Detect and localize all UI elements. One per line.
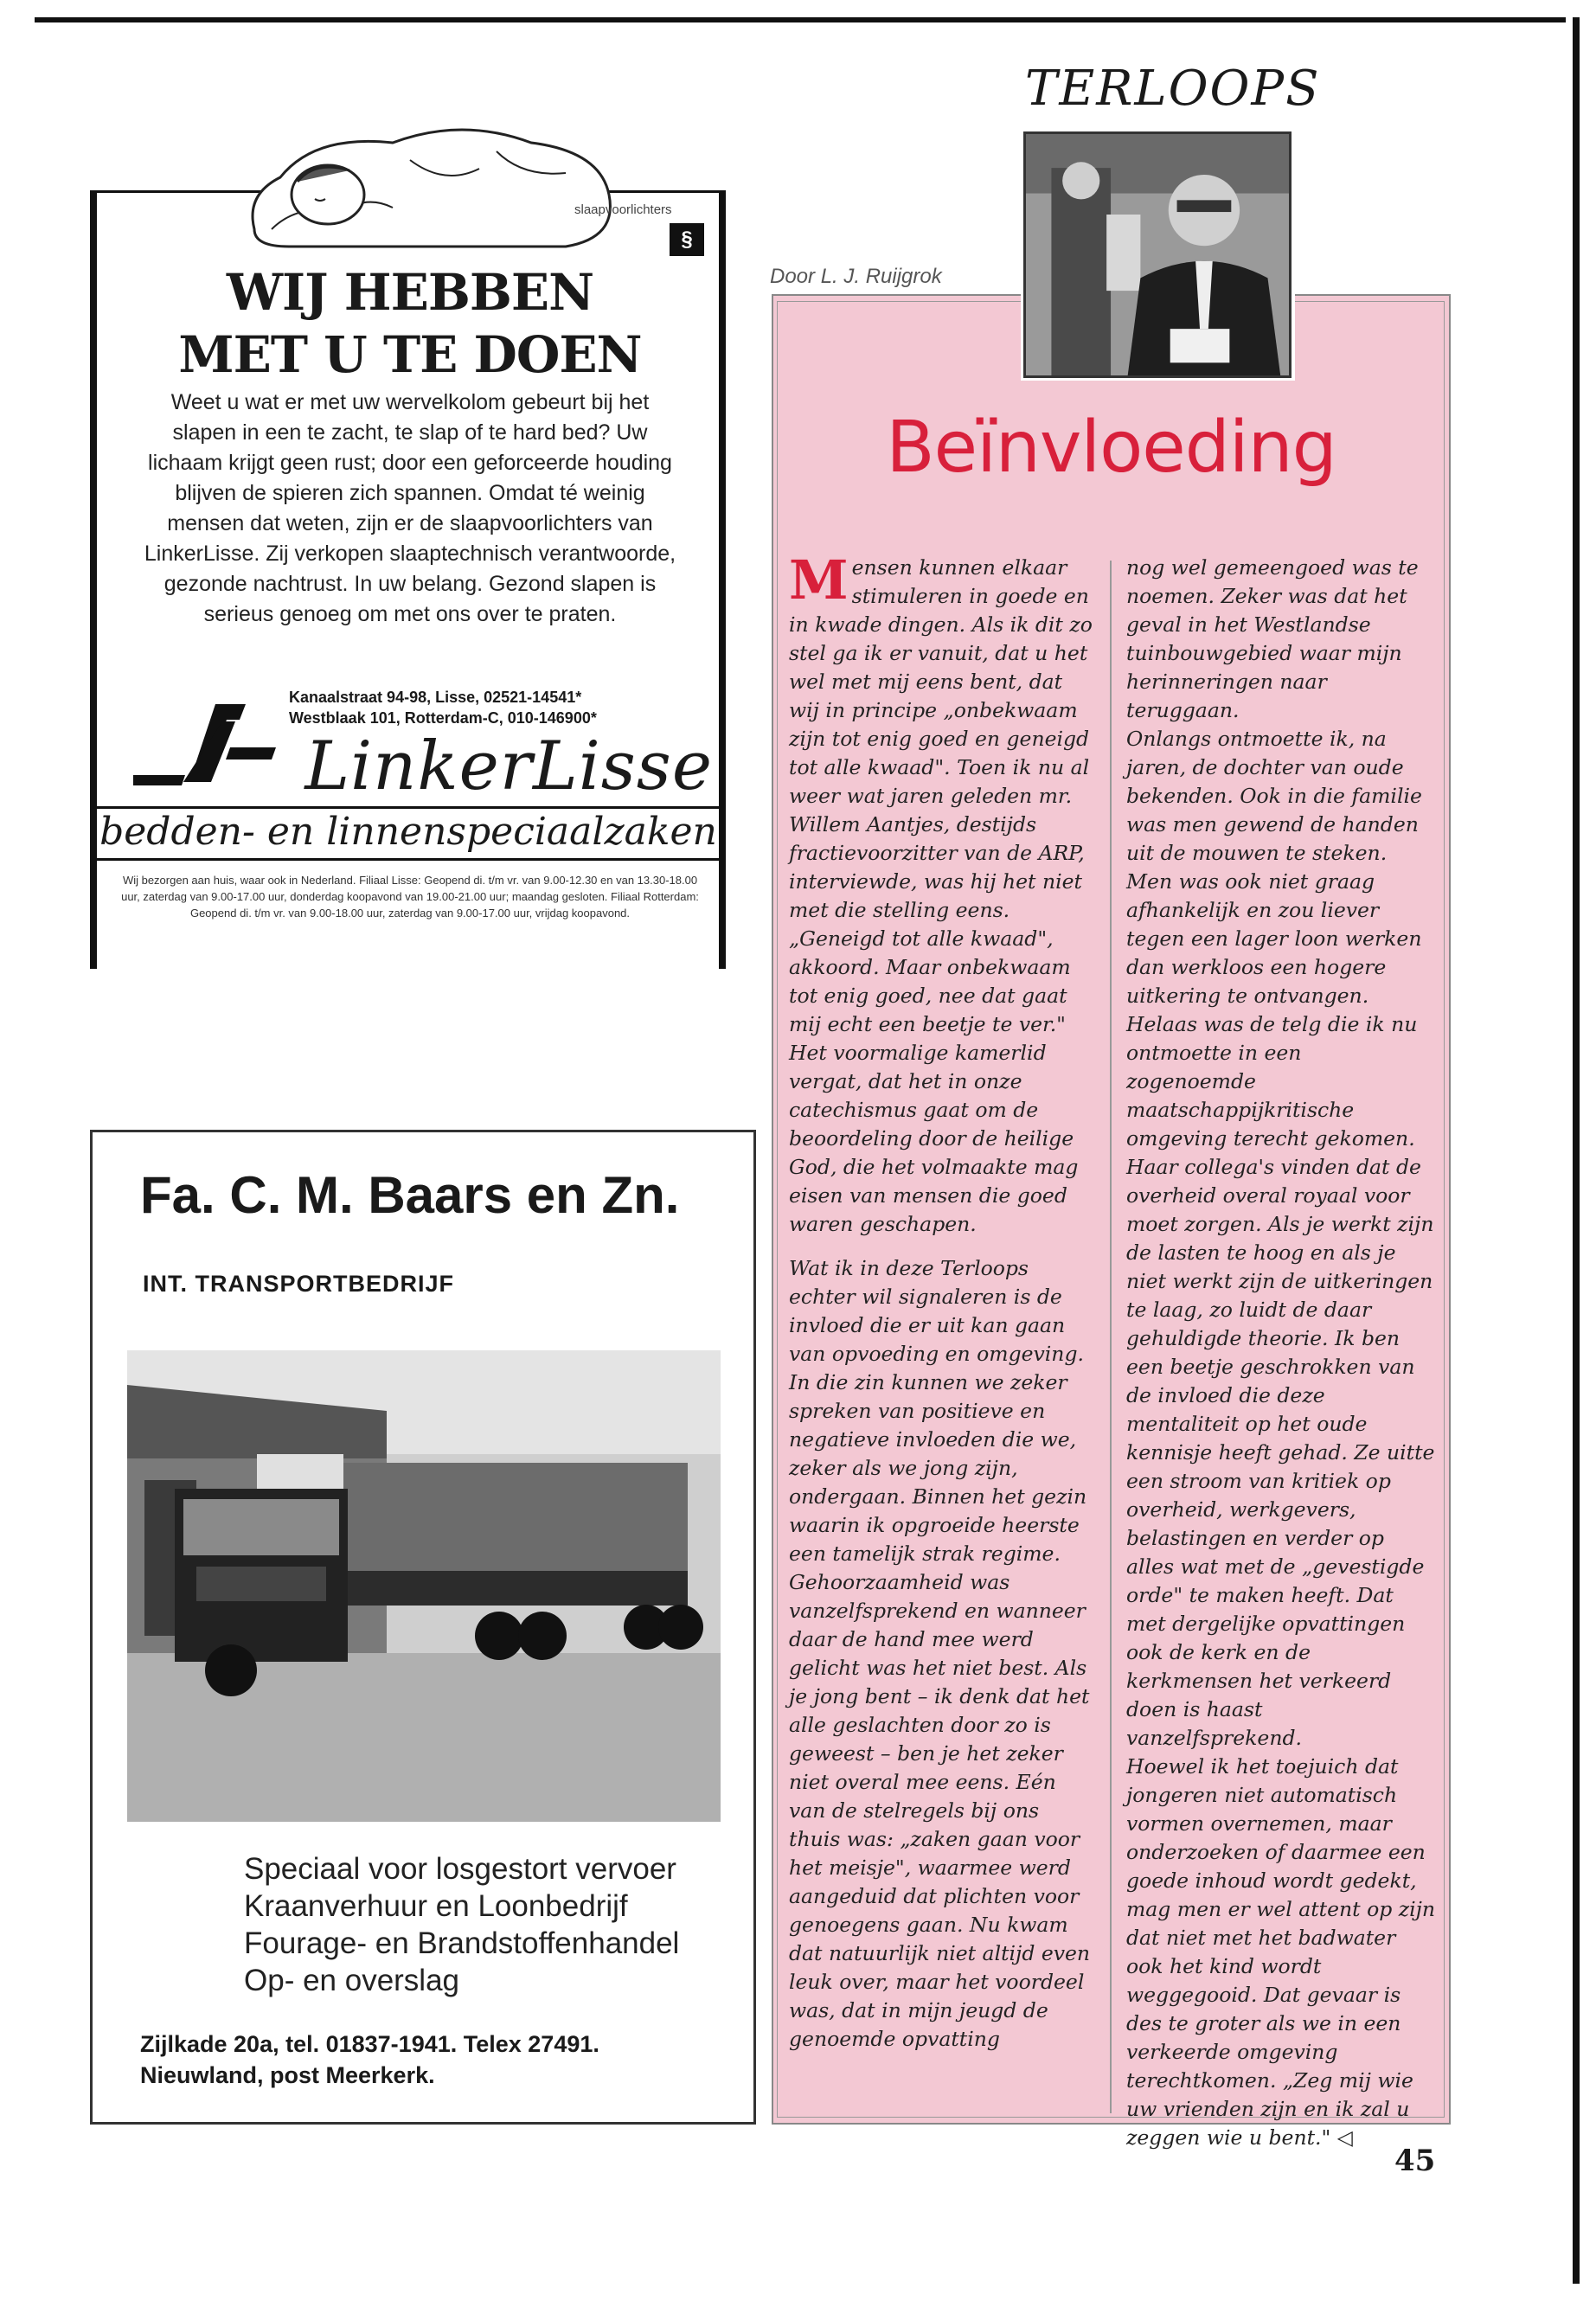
- address-rotterdam: Westblaak 101, Rotterdam-C, 010-146900*: [289, 709, 597, 727]
- drop-cap: M: [789, 548, 849, 612]
- column-rule: [1110, 561, 1112, 2113]
- ad-addresses: [289, 687, 687, 728]
- company-contact: [140, 2029, 599, 2091]
- opening-hours: Wij bezorgen aan huis, waar ook in Nederland. Filiaal Lisse: Geopend di. t/m vr. van 9.00-12.30 en van 13.30-18.00 uur, zaterdag van 9.00-17.00 uur, donderdag koopavond van 19.00-21.00 uur; maandag gesloten. Filiaal Rotterdam: Geopend di. t/m vr. van 9.00-18.00 uur, zaterdag van 9.00-17.00 uur, vrijdag koopavond.: [121, 874, 699, 920]
- service-item: Op- en overslag: [244, 1964, 460, 1997]
- page-edge-right: [1573, 17, 1580, 2284]
- company-subtitle: INT. TRANSPORTBEDRIJF: [143, 1271, 455, 1297]
- ad-left-rule: [90, 190, 97, 969]
- services-list: [244, 1850, 679, 1999]
- article-column-1: [789, 548, 1096, 2054]
- paragraph-text: ensen kunnen elkaar stimuleren in goede en in kwade dingen. Als ik dit zo stel ga ik er vanuit, dat u het wel met mij eens bent, dat wij in principe „onbekwaam zijn tot enig goed en geneigd tot alle kwaad". Toen ik nu al weer wat jaren geleden mr. Willem Aantjes, destijds fractievoorzitter van de ARP, interviewde, was hij het niet met die stelling eens. „Geneigd tot alle kwaad", akkoord. Maar onbekwaam tot enig goed, nee dat gaat mij echt een beetje te ver." Het voormalige kamerlid vergat, dat het in onze catechismus gaat om de beoordeling door de heilige God, die het volmaakte mag eisen van mensen die goed waren geschapen.: [789, 555, 1093, 1236]
- contact-line-2: Nieuwland, post Meerkerk.: [140, 2062, 435, 2088]
- tagline-rule: [97, 858, 720, 861]
- service-item: Kraanverhuur en Loonbedrijf: [244, 1889, 628, 1923]
- page-number: 45: [1394, 2144, 1436, 2178]
- contact-line-1: Zijlkade 20a, tel. 01837-1941. Telex 27491.: [140, 2031, 599, 2057]
- company-name: Fa. C. M. Baars en Zn.: [140, 1166, 680, 1224]
- article-title: Beïnvloeding: [886, 407, 1336, 489]
- paragraph: [789, 548, 1096, 1239]
- byline: Door L. J. Ruijgrok: [770, 265, 942, 288]
- paragraph: Hoewel ik het toejuich dat jongeren niet automatisch vormen overnemen, maar onderzoeken of daarmee een goede inhoud wordt gedekt, mag men er wel attent op zijn dat niet met het badwater ook het kind wordt weggegooid. Dat gevaar is des te groter als we in een verkeerde omgeving terechtkomen. „Zeg mij wie uw vrienden zijn en ik zal u zeggen wie u bent." ◁: [1126, 1754, 1436, 2150]
- paragraph: Onlangs ontmoette ik, na jaren, de dochter van oude bekenden. Ook in die familie was men gewend de handen uit de mouwen te steken. Men was ook niet graag afhankelijk en zou liever tegen een lager loon werken dan werkloos een hogere uitkering te ontvangen. Helaas was de telg die ik nu ontmoette in een zogenoemde maatschappijkritische omgeving terecht gekomen. Haar collega's vinden dat de overheid overal royaal voor moet zorgen. Als je werkt zijn de lasten te hoog en als je niet werkt zijn de uitkeringen te laag, zo luidt de daar gehuldigde theorie. Ik ben een beetje geschrokken van de invloed die deze mentaliteit op het oude kennisje heeft gehad. Ze uitte een stroom van kritiek op overheid, werkgevers, belastingen en verder op alles wat met de „gevestigde orde" te maken heeft. Dat met dergelijke opvattingen ook de kerk en de kerkmensen het verkeerd doen is haast vanzelfsprekend.: [1126, 727, 1435, 1750]
- brand-name: LinkerLisse: [304, 727, 713, 805]
- headline-line-1: WIJ HEBBEN: [226, 263, 594, 322]
- article-column-2: [1126, 554, 1436, 2152]
- paragraph: nog wel gemeengoed was te noemen. Zeker was dat het geval in het Westlandse tuinbouwgebied waar mijn herinneringen naar teruggaan.: [1126, 555, 1419, 722]
- ad-body-text: Weet u wat er met uw wervelkolom gebeurt bij het slapen in een te zacht, te slap of te hard bed? Uw lichaam krijgt geen rust; door een geforceerde houding blijven de spieren zich spannen. Omdat té weinig mensen dat weten, zijn er de slaapvoorlichters van LinkerLisse. Zij verkopen slaaptechnisch verantwoorde, gezonde nachtrust. In uw belang. Gezond slapen is serieus genoeg om met ons over te praten.: [144, 390, 676, 626]
- sleeping-person-illustration: [220, 99, 626, 260]
- ad-right-rule: [719, 190, 726, 969]
- linker-lisse-logo-icon: [133, 687, 280, 791]
- service-item: Speciaal voor losgestort vervoer: [244, 1852, 676, 1886]
- service-item: Fourage- en Brandstoffenhandel: [244, 1926, 680, 1960]
- baars-ad: [90, 1130, 756, 2125]
- ad-tag: slaapvoorlichters: [574, 202, 672, 217]
- address-lisse: Kanaalstraat 94-98, Lisse, 02521-14541*: [289, 689, 582, 706]
- brand-tagline: bedden- en linnenspeciaalzaken: [99, 810, 717, 854]
- truck-photo: [127, 1350, 721, 1822]
- linker-lisse-ad: [90, 190, 726, 969]
- headline-line-2: MET U TE DOEN: [178, 325, 642, 384]
- ll-small-logo-icon: §: [670, 223, 704, 256]
- section-title: TERLOOPS: [1025, 61, 1321, 117]
- page-edge-top: [35, 17, 1566, 22]
- paragraph: Wat ik in deze Terloops echter wil signaleren is de invloed die er uit kan gaan van opvoeding en omgeving. In die zin kunnen we zeker spreken van positieve en negatieve invloeden die we, zeker als we jong zijn, ondergaan. Binnen het gezin waarin ik opgroeide heerste een tamelijk strak regime. Gehoorzaamheid was vanzelfsprekend en wanneer daar de hand mee werd gelicht was het niet best. Als je jong bent – ik denk dat het alle geslachten door zo is geweest – ben je het zeker niet overal mee eens. Eén van de stelregels bij ons thuis was: „zaken gaan voor het meisje", waarmee werd aangeduid dat plichten voor genoegens gaan. Nu kwam dat natuurlijk niet altijd even leuk over, maar het voordeel was, dat in mijn jeugd de genoemde opvatting: [789, 1256, 1091, 2051]
- ad-headline: [107, 261, 713, 386]
- author-photo: [1023, 131, 1292, 378]
